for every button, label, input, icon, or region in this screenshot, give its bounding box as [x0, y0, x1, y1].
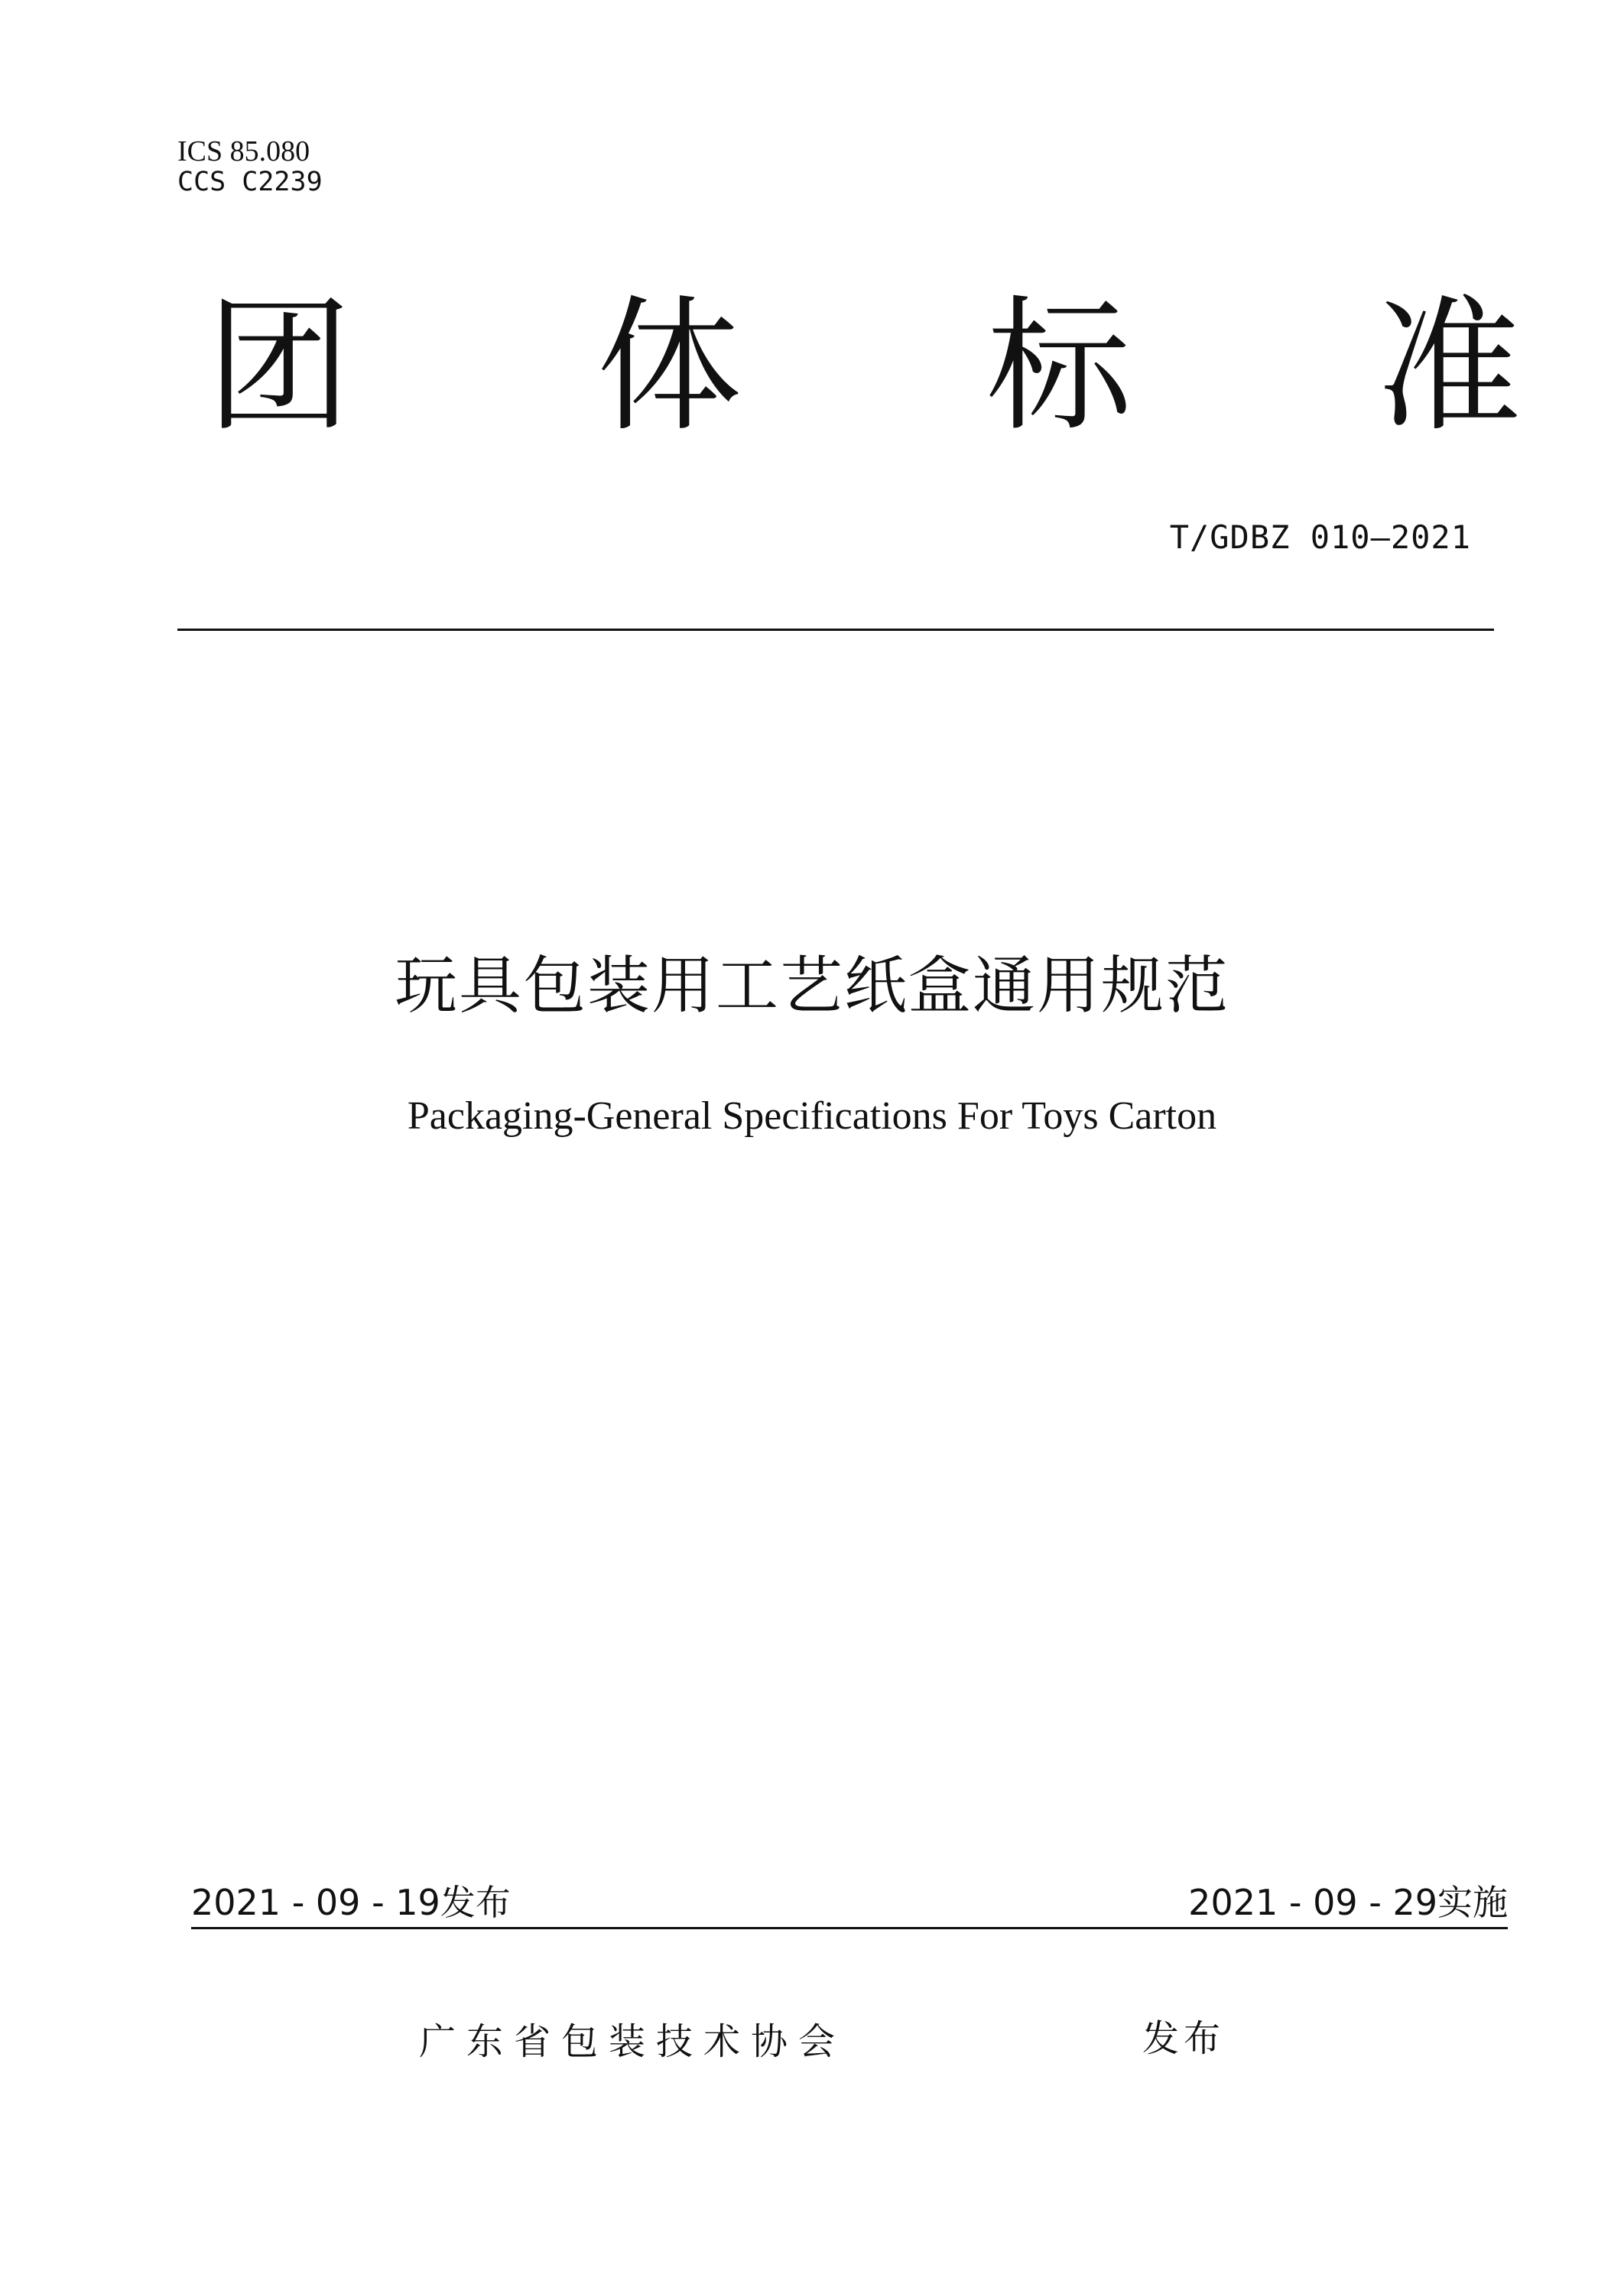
classification-codes [177, 136, 323, 197]
doc-type-char-1: 团 [206, 282, 352, 451]
implementation-date: 2021 - 09 - 29实施 [1188, 1882, 1508, 1923]
document-type-heading [206, 283, 1522, 451]
chinese-title: 玩具包装用工艺纸盒通用规范 [394, 950, 1229, 1022]
doc-type-char-4: 准 [1376, 282, 1522, 451]
doc-type-char-3: 标 [986, 282, 1132, 451]
issue-date: 2021 - 09 - 19发布 [191, 1882, 511, 1923]
publish-label: 发布 [1142, 2017, 1226, 2060]
bottom-divider [191, 1927, 1508, 1929]
date-row [191, 1872, 1508, 1925]
doc-type-char-2: 体 [596, 282, 742, 451]
english-title: Packaging-General Specifications For Toys Carton [407, 1094, 1217, 1138]
ics-code: ICS 85.080 [177, 135, 310, 167]
ccs-code: CCS C2239 [177, 167, 323, 197]
publisher-name: 广东省包装技术协会 [419, 2020, 846, 2063]
top-divider [177, 629, 1494, 631]
standard-number: T/GDBZ 010—2021 [1169, 518, 1471, 556]
